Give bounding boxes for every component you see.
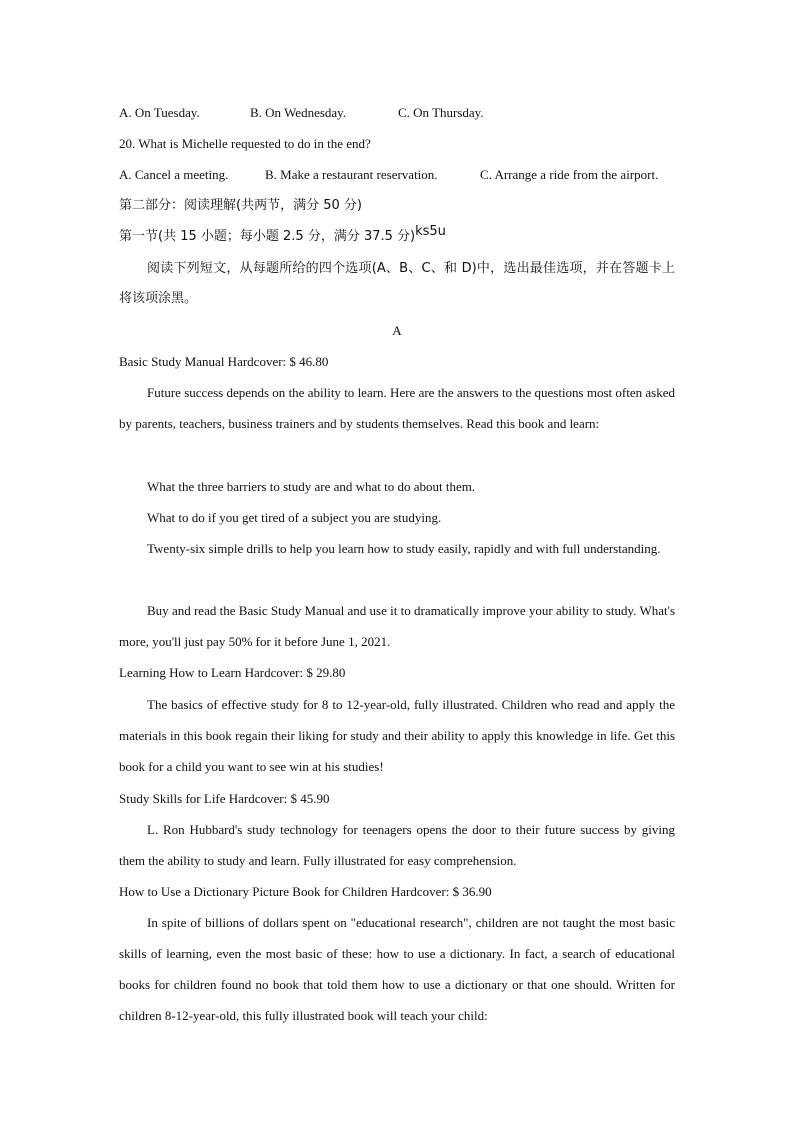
q20-option-a: A. Cancel a meeting. [119, 167, 229, 182]
section1-text: 第一节(共 15 小题；每小题 2.5 分，满分 37.5 分) [119, 229, 416, 244]
book1-intro: Future success depends on the ability to learn. Here are the answers to the questions most often asked by parents, teachers, business trainers and by students themselves. Read this book and learn: [119, 385, 675, 431]
q20-question: 20. What is Michelle requested to do in the end? [119, 136, 371, 151]
book1-title: Basic Study Manual Hardcover: $ 46.80 [119, 354, 329, 369]
book1-point-1: What the three barriers to study are and what to do about them. [147, 479, 476, 494]
q20-options [119, 159, 675, 190]
book4-title: How to Use a Dictionary Picture Book for Children Hardcover: $ 36.90 [119, 884, 492, 899]
q19-options [119, 97, 675, 128]
part2-heading: 第二部分：阅读理解(共两节，满分 50 分) [119, 198, 362, 213]
book3-description: L. Ron Hubbard's study technology for teenagers opens the door to their future success by giving them the ability to study and learn. Fully illustrated for easy comprehension. [119, 822, 675, 868]
book1-offer: Buy and read the Basic Study Manual and use it to dramatically improve your ability to study. What's more, you'll just pay 50% for it before June 1, 2021. [119, 603, 675, 649]
instructions: 阅读下列短文，从每题所给的四个选项(A、B、C、和 D)中，选出最佳选项，并在答题卡上将该项涂黑。 [119, 261, 675, 306]
book2-title: Learning How to Learn Hardcover: $ 29.80 [119, 665, 346, 680]
book1-point-2: What to do if you get tired of a subject you are studying. [147, 510, 442, 525]
watermark: ks5u [415, 224, 446, 239]
book4-description: In spite of billions of dollars spent on "educational research", children are not taught the most basic skills of learning, even the most basic of these: how to use a dictionary. In fact, a search of educational books for children found no book that told them how to use a dictionary or that one should. Written for children 8-12-year-old, this fully illustrated book will teach your child: [119, 915, 675, 1023]
passage-label: A [392, 323, 402, 338]
q19-option-c: C. On Thursday. [398, 105, 484, 120]
q20-option-c: C. Arrange a ride from the airport. [480, 167, 659, 182]
book1-point-3: Twenty-six simple drills to help you learn how to study easily, rapidly and with full understanding. [147, 541, 661, 556]
q20-option-b: B. Make a restaurant reservation. [265, 167, 438, 182]
q19-option-b: B. On Wednesday. [250, 105, 347, 120]
book2-description: The basics of effective study for 8 to 12-year-old, fully illustrated. Children who read and apply the materials in this book regain their liking for study and their ability to apply this knowledge in life. Get this book for a child you want to see win at his studies! [119, 697, 675, 774]
q19-option-a: A. On Tuesday. [119, 105, 200, 120]
section1-heading [119, 221, 675, 252]
book3-title: Study Skills for Life Hardcover: $ 45.90 [119, 791, 330, 806]
